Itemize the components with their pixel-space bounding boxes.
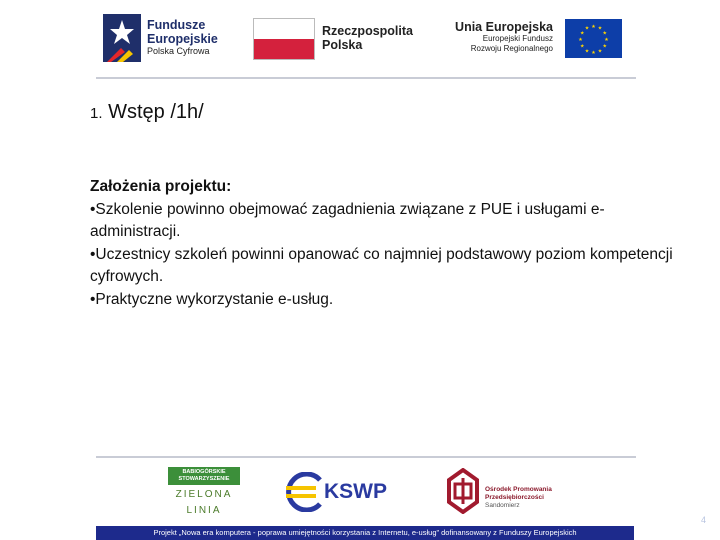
svg-text:★: ★ — [597, 48, 603, 55]
ue-title: Unia Europejska — [455, 20, 553, 34]
slide-body — [90, 176, 690, 311]
svg-text:★: ★ — [579, 43, 585, 50]
fundusze-europejskie-logo — [103, 14, 218, 64]
bullet-item: •Uczestnicy szkoleń powinni opanować co najmniej podstawowy poziom kompetencji cyfrowych. — [90, 245, 673, 285]
opp-line2: Przedsiębiorczości — [485, 494, 544, 501]
svg-text:★: ★ — [602, 30, 608, 37]
fundusze-star-icon — [103, 14, 141, 62]
rzeczpospolita-text — [322, 24, 413, 52]
svg-text:★: ★ — [591, 50, 596, 56]
eu-flag-icon — [565, 19, 622, 58]
ue-line2: Rozwoju Regionalnego — [470, 44, 553, 53]
pl-line1: Rzeczpospolita — [322, 24, 413, 38]
euro-swoosh-icon — [280, 472, 324, 512]
header-divider — [96, 77, 636, 79]
svg-text:★: ★ — [604, 37, 609, 43]
osrodek-promowania-logo — [445, 468, 580, 514]
bullet-item: •Praktyczne wykorzystanie e-usług. — [90, 290, 334, 308]
svg-text:★: ★ — [591, 24, 596, 30]
unia-europejska-text — [455, 20, 553, 54]
ue-subtitle — [455, 34, 553, 54]
opp-emblem-icon — [445, 468, 481, 514]
slide-heading — [90, 101, 204, 124]
ue-line1: Europejski Fundusz — [482, 34, 553, 43]
svg-text:★: ★ — [584, 25, 590, 32]
opp-line3: Sandomierz — [485, 502, 520, 509]
heading-text: Wstęp /1h/ — [108, 101, 204, 123]
fe-line3: Polska Cyfrowa — [147, 46, 210, 56]
svg-text:★: ★ — [584, 48, 590, 55]
kswp-text: KSWP — [324, 480, 387, 503]
svg-text:★: ★ — [578, 37, 583, 43]
subtitle: Założenia projektu: — [90, 178, 232, 195]
babia-top-label: BABIOGÓRSKIE STOWARZYSZENIE — [168, 467, 240, 485]
svg-text:★: ★ — [597, 25, 603, 32]
opp-text — [485, 486, 552, 510]
bullet-item: •Szkolenie powinno obejmować zagadnienia związane z PUE i usługami e-administracji. — [90, 200, 605, 240]
svg-text:★: ★ — [579, 30, 585, 37]
funding-footer-bar: Projekt „Nowa era komputera - poprawa umiejętności korzystania z Internetu, e-usług” dofinansowany z Funduszy Europejskich — [96, 526, 634, 540]
fe-line2: Europejskie — [147, 32, 218, 46]
page-number: 4 — [701, 515, 707, 525]
svg-text:★: ★ — [602, 43, 608, 50]
pl-line2: Polska — [322, 38, 363, 52]
poland-flag-icon — [253, 18, 315, 60]
heading-number: 1. — [90, 105, 103, 122]
fundusze-text — [147, 18, 218, 57]
kswp-logo — [280, 470, 400, 514]
fe-line1: Fundusze — [147, 18, 206, 32]
opp-line1: Ośrodek Promowania — [485, 486, 552, 493]
linia-label: LINIA — [186, 505, 222, 516]
zielona-label: ZIELONA — [175, 489, 233, 500]
footer-divider — [96, 456, 636, 458]
zielona-linia-logo — [168, 467, 240, 515]
